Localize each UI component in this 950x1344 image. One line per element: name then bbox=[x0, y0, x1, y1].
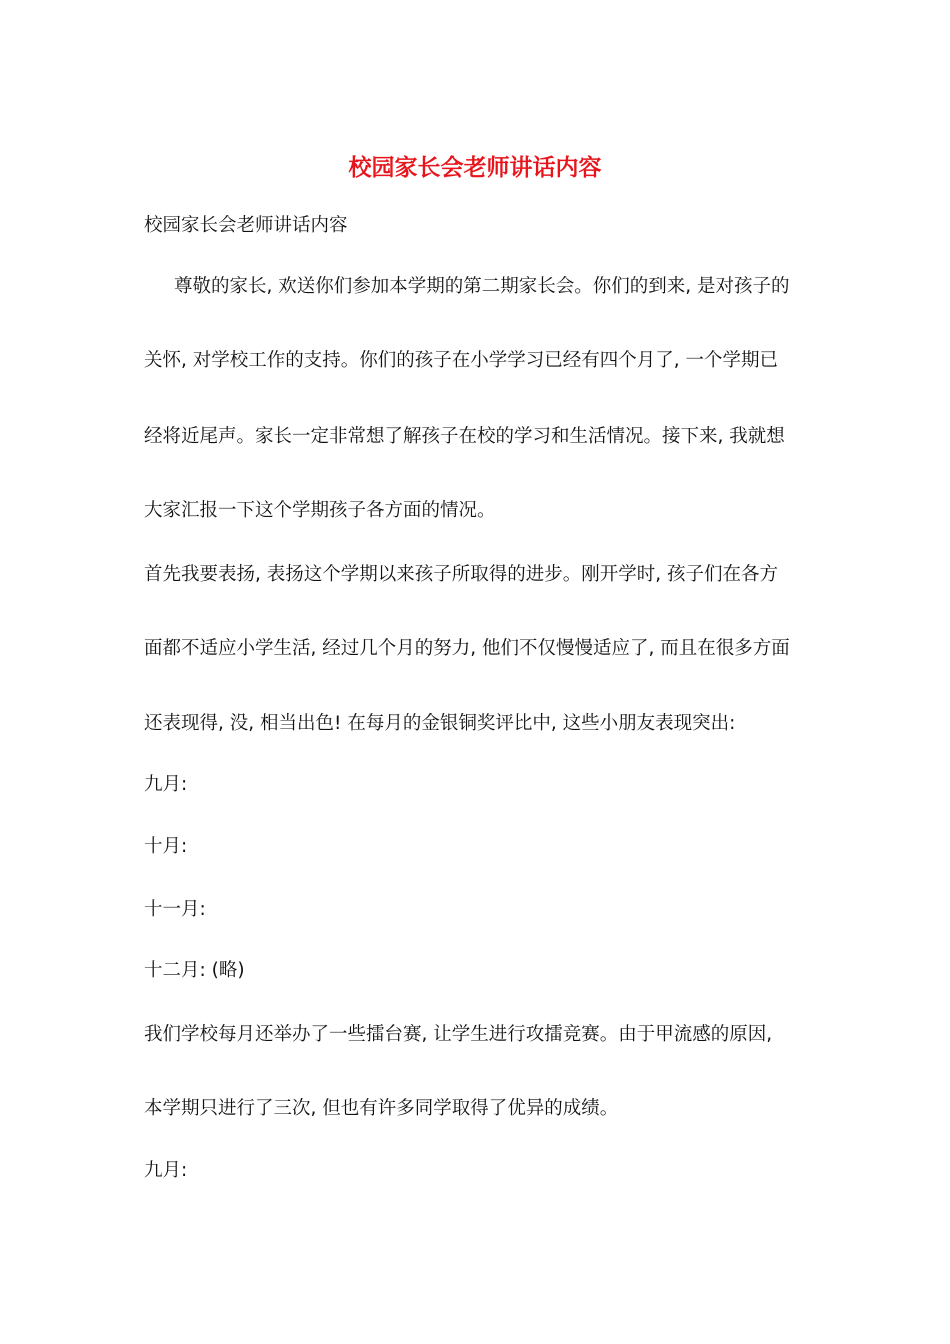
paragraph1-line-1: 尊敬的家长, 欢送你们参加本学期的第二期家长会。你们的到来, 是对孩子的 bbox=[174, 276, 790, 297]
paragraph2-line-2: 面都不适应小学生活, 经过几个月的努力, 他们不仅慢慢适应了, 而且在很多方面 bbox=[144, 638, 790, 659]
month-line-september: 九月: bbox=[144, 774, 188, 795]
document-title: 校园家长会老师讲话内容 bbox=[348, 154, 602, 181]
paragraph1-line-4: 大家汇报一下这个学期孩子各方面的情况。 bbox=[144, 500, 496, 521]
document-subtitle: 校园家长会老师讲话内容 bbox=[144, 215, 348, 236]
paragraph2-line-1: 首先我要表扬, 表扬这个学期以来孩子所取得的进步。刚开学时, 孩子们在各方 bbox=[144, 564, 779, 585]
month-line-november: 十一月: bbox=[144, 899, 206, 920]
paragraph1-line-2: 关怀, 对学校工作的支持。你们的孩子在小学学习已经有四个月了, 一个学期已 bbox=[144, 350, 779, 371]
paragraph3-line-1: 我们学校每月还举办了一些擂台赛, 让学生进行攻擂竞赛。由于甲流感的原因, bbox=[144, 1024, 773, 1045]
paragraph3-line-2: 本学期只进行了三次, 但也有许多同学取得了优异的成绩。 bbox=[144, 1098, 619, 1119]
paragraph1-line-3: 经将近尾声。家长一定非常想了解孩子在校的学习和生活情况。接下来, 我就想 bbox=[144, 426, 785, 447]
month-line-december: 十二月: (略) bbox=[144, 960, 245, 981]
month-line-october: 十月: bbox=[144, 836, 188, 857]
month-line-september-2: 九月: bbox=[144, 1160, 188, 1181]
paragraph2-line-3: 还表现得, 没, 相当出色! 在每月的金银铜奖评比中, 这些小朋友表现突出: bbox=[144, 713, 736, 734]
